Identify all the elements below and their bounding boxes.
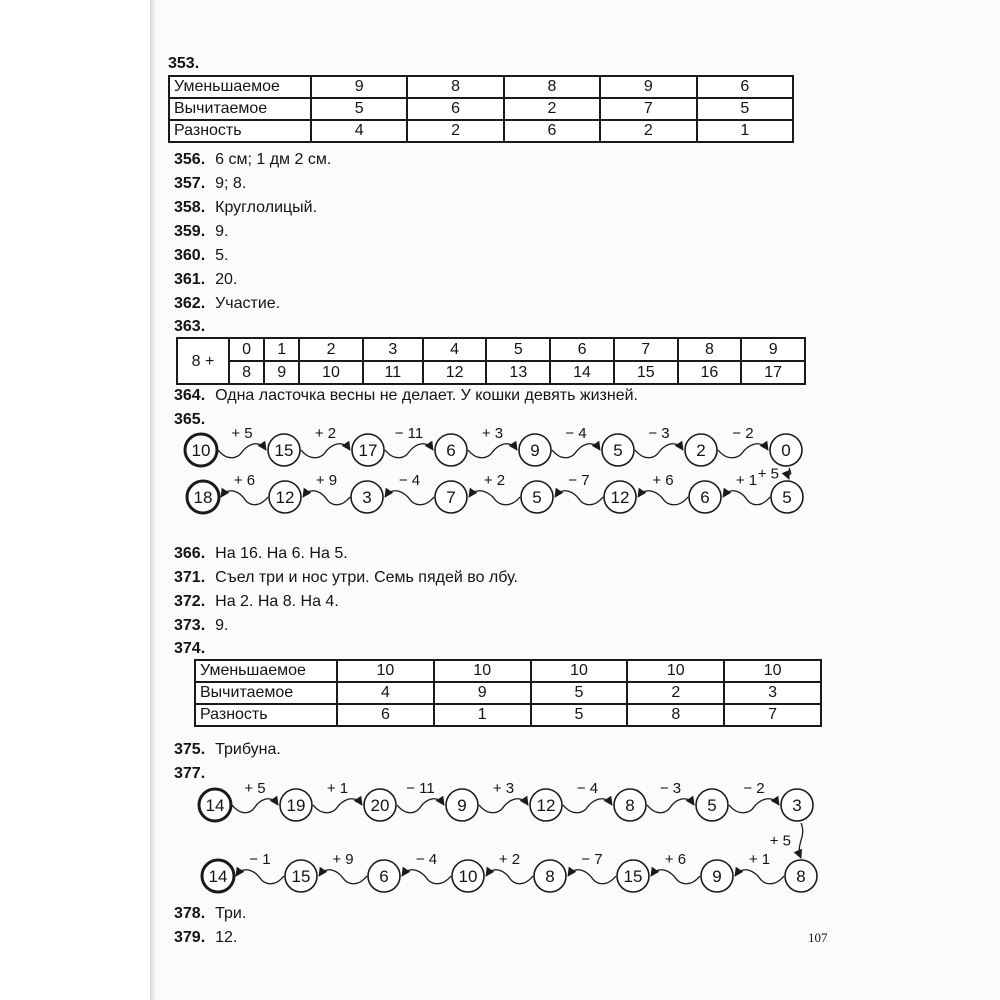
chain-node-value: 10 <box>458 867 478 886</box>
chain-arrow <box>735 870 784 884</box>
chain-operation-label: − 4 <box>415 851 438 868</box>
chain-arrow <box>385 444 433 458</box>
chain-operation-label: + 6 <box>652 472 674 489</box>
table-cell: 9 <box>311 76 407 98</box>
table-cell: 3 <box>363 338 423 361</box>
table-cell: 8 <box>504 76 600 98</box>
table-cell: 2 <box>627 682 724 704</box>
table-cell: 10 <box>337 660 434 682</box>
table-cell: 8 <box>627 704 724 726</box>
table-cell: 5 <box>697 98 793 120</box>
chain-node-value: 15 <box>291 867 311 886</box>
table-cell: 5 <box>486 338 550 361</box>
chain-operation-label: − 7 <box>581 851 603 868</box>
chain-arrow <box>303 491 350 505</box>
chain-arrow <box>635 444 683 458</box>
table-cell: 6 <box>504 120 600 142</box>
chain-operation-label: − 11 <box>394 425 424 442</box>
chain-arrow <box>555 491 603 505</box>
chain-operation-label: + 2 <box>483 472 506 489</box>
answer-360: 360. 5. <box>174 247 229 264</box>
answer-357: 357. 9; 8. <box>174 175 247 192</box>
chain-arrow <box>236 870 284 884</box>
chain-operation-label: + 2 <box>498 851 521 868</box>
chain-operation-label: − 11 <box>406 780 435 797</box>
table-cell: 1 <box>434 704 531 726</box>
chain-arrow <box>301 444 350 458</box>
chain-operation-label: + 1 <box>326 780 349 797</box>
answer-366: 366. На 16. На 6. На 5. <box>174 545 348 562</box>
chain-operation-label: + 1 <box>735 472 758 489</box>
chain-arrow <box>647 799 694 813</box>
answer-375: 375. Трибуна. <box>174 741 281 758</box>
table-cell: 0 <box>229 338 264 361</box>
chain-operation-label: + 5 <box>769 832 791 850</box>
chain-arrow <box>651 870 700 884</box>
table-cell: 9 <box>741 338 805 361</box>
chain-node-value: 5 <box>532 488 542 507</box>
table-cell: 8 <box>229 361 264 384</box>
chain-arrow <box>397 799 444 813</box>
chain-arrow <box>723 491 770 505</box>
table-cell: 16 <box>678 361 742 384</box>
chain-operation-label: + 3 <box>481 425 504 442</box>
chain-node-value: 15 <box>623 867 643 886</box>
table-cell: 5 <box>531 682 628 704</box>
chain-operation-label: + 3 <box>492 780 515 797</box>
chain-node-value: 5 <box>782 488 792 507</box>
row-label: Уменьшаемое <box>195 660 337 682</box>
answer-378: 378. Три. <box>174 905 247 922</box>
table-cell: 9 <box>434 682 531 704</box>
chain-arrow <box>402 870 451 884</box>
chain-arrow <box>313 799 362 813</box>
table-cell: 6 <box>337 704 434 726</box>
table-cell: 10 <box>434 660 531 682</box>
chain-operation-label: − 1 <box>249 851 271 868</box>
chain-arrow <box>638 491 688 505</box>
chain-arrow <box>799 823 802 858</box>
chain-node-value: 6 <box>379 867 389 886</box>
chain-arrow <box>563 799 612 813</box>
chain-node-value: 2 <box>696 441 706 460</box>
chain-operation-label: − 2 <box>732 425 754 442</box>
chain-node-value: 5 <box>613 441 623 460</box>
chain-node-value: 20 <box>370 796 390 815</box>
table-cell: 4 <box>311 120 407 142</box>
table-cell: 10 <box>627 660 724 682</box>
chain-operation-label: + 9 <box>332 851 354 868</box>
chain-arrow <box>319 870 367 884</box>
chain-node-value: 10 <box>191 441 211 460</box>
chain-node-value: 14 <box>208 867 228 886</box>
chain-arrow <box>468 444 517 458</box>
chain-node-value: 15 <box>274 441 294 460</box>
chain-node-value: 14 <box>205 796 225 815</box>
answer-371: 371. Съел три и нос утри. Семь пядей во лбу. <box>174 569 518 586</box>
answer-364: 364. Одна ласточка весны не делает. У кошки девять жизней. <box>174 387 638 404</box>
task-377-label: 377. <box>174 765 206 782</box>
chain-operation-label: + 2 <box>314 425 337 442</box>
chain-node-value: 3 <box>792 796 802 815</box>
table-cell: 6 <box>550 338 614 361</box>
chain-operation-label: − 4 <box>565 425 587 442</box>
answer-372: 372. На 2. На 8. На 4. <box>174 593 339 610</box>
table-cell: 5 <box>531 704 628 726</box>
chain-arrow <box>787 468 790 479</box>
chain-node-value: 6 <box>446 441 456 460</box>
chain-arrow <box>221 491 268 505</box>
chain-node-value: 9 <box>712 867 722 886</box>
chain-node-value: 12 <box>610 488 630 507</box>
row-label: Разность <box>169 120 311 142</box>
chain-operation-label: + 6 <box>664 851 687 868</box>
chain-node-value: 19 <box>286 796 306 815</box>
chain-node-value: 3 <box>362 488 372 507</box>
row-label: Разность <box>195 704 337 726</box>
chain-node-value: 12 <box>275 488 295 507</box>
chain-operation-label: − 4 <box>576 780 599 797</box>
chain-node-value: 7 <box>446 488 456 507</box>
table-cell: 6 <box>697 76 793 98</box>
table-cell: 4 <box>337 682 434 704</box>
chain-operation-label: − 4 <box>398 472 421 489</box>
table-cell: 9 <box>264 361 299 384</box>
chain-arrow <box>479 799 528 813</box>
table-cell: 1 <box>264 338 299 361</box>
table-cell: 12 <box>423 361 487 384</box>
chain-operation-label: + 6 <box>233 472 256 489</box>
chain-node-value: 9 <box>530 441 540 460</box>
chain-node-value: 8 <box>545 867 555 886</box>
task-374-label: 374. <box>174 640 206 657</box>
chain-operation-label: + 9 <box>315 472 338 489</box>
chain-arrow <box>552 444 600 458</box>
table-cell: 7 <box>600 98 696 120</box>
chain-operation-label: + 5 <box>244 780 266 797</box>
table-cell: 8 <box>407 76 503 98</box>
row-label: Уменьшаемое <box>169 76 311 98</box>
table-cell: 11 <box>363 361 423 384</box>
chain-operation-label: − 3 <box>659 780 682 797</box>
chain-node-value: 9 <box>457 796 467 815</box>
chain-arrow <box>729 799 779 813</box>
table-cell: 9 <box>600 76 696 98</box>
chain-node-value: 8 <box>625 796 635 815</box>
table-cell: 6 <box>407 98 503 120</box>
table-cell: 15 <box>614 361 678 384</box>
table-cell: 2 <box>504 98 600 120</box>
answer-361: 361. 20. <box>174 271 238 288</box>
chain-operation-label: + 5 <box>231 425 253 442</box>
answer-379: 379. 12. <box>174 929 238 946</box>
chain-node-value: 6 <box>700 488 710 507</box>
table-cell: 1 <box>697 120 793 142</box>
chain-operation-label: − 7 <box>568 472 590 489</box>
chain-node-value: 5 <box>707 796 717 815</box>
table-cell: 2 <box>407 120 503 142</box>
chain-node-value: 18 <box>193 488 213 507</box>
table-cell: 10 <box>299 361 363 384</box>
table-cell: 5 <box>311 98 407 120</box>
table-cell: 17 <box>741 361 805 384</box>
table-cell: 7 <box>614 338 678 361</box>
answer-358: 358. Круглолицый. <box>174 199 318 216</box>
table-cell: 3 <box>724 682 821 704</box>
answer-362: 362. Участие. <box>174 295 281 312</box>
table-cell: 10 <box>531 660 628 682</box>
chain-arrow <box>568 870 616 884</box>
task-365-label: 365. <box>174 411 206 428</box>
row-label: 8 + <box>177 338 229 384</box>
chain-node-value: 8 <box>796 867 806 886</box>
task-363-label: 363. <box>174 318 206 335</box>
chain-operation-label: − 3 <box>648 425 670 442</box>
answer-373: 373. 9. <box>174 617 229 634</box>
chain-operation-label: + 1 <box>748 851 771 868</box>
chain-node-value: 0 <box>781 441 791 460</box>
page-number: 107 <box>808 930 828 945</box>
answer-356: 356. 6 см; 1 дм 2 см. <box>174 151 332 168</box>
chain-arrow <box>232 799 278 813</box>
table-cell: 10 <box>724 660 821 682</box>
row-label: Вычитаемое <box>169 98 311 120</box>
table-cell: 4 <box>423 338 487 361</box>
chain-arrow <box>469 491 520 505</box>
table-cell: 2 <box>600 120 696 142</box>
task-353-label: 353. <box>168 55 200 72</box>
chain-node-value: 12 <box>536 796 556 815</box>
chain-node-value: 17 <box>358 441 378 460</box>
row-label: Вычитаемое <box>195 682 337 704</box>
chain-arrow <box>486 870 533 884</box>
answer-359: 359. 9. <box>174 223 229 240</box>
table-cell: 13 <box>486 361 550 384</box>
chain-arrow <box>385 491 434 505</box>
chain-arrow <box>218 444 266 458</box>
table-cell: 14 <box>550 361 614 384</box>
table-cell: 8 <box>678 338 742 361</box>
chain-arrow <box>718 444 768 458</box>
table-cell: 2 <box>299 338 363 361</box>
table-cell: 7 <box>724 704 821 726</box>
chain-operation-label: − 2 <box>743 780 765 797</box>
chain-operation-label: + 5 <box>757 465 779 483</box>
